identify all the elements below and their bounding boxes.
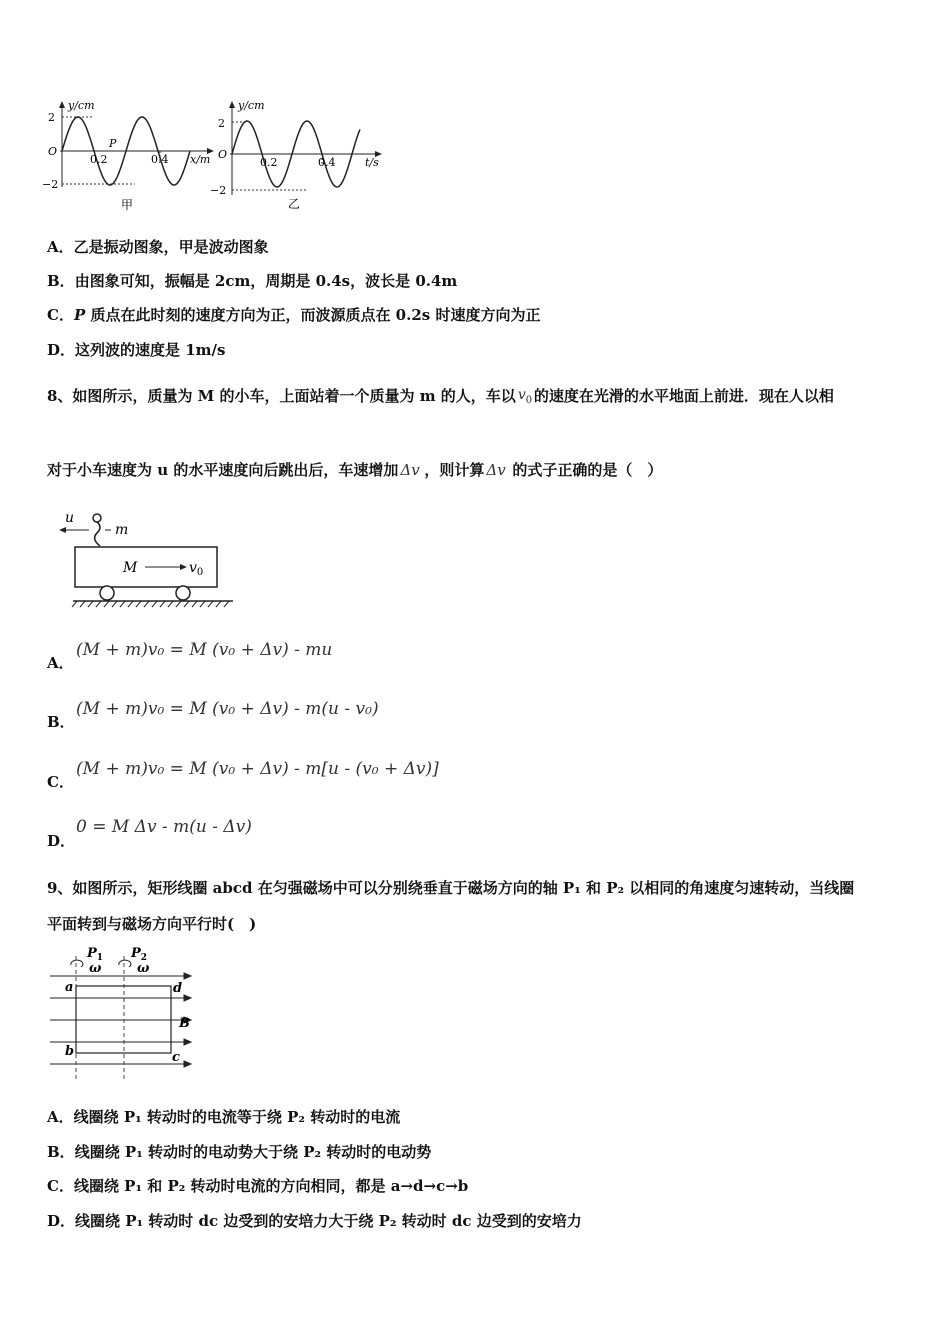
q8-option-a[interactable]: A． — [47, 654, 74, 672]
cart-figure — [55, 505, 240, 610]
fig-b-label: b — [65, 1044, 75, 1059]
fig-M-label: M — [123, 560, 138, 576]
graph-ylabel: y/cm — [68, 99, 95, 112]
q8-option-d[interactable]: D． — [47, 832, 76, 850]
q8-option-c[interactable]: C． — [47, 773, 74, 791]
fig-c-label: c — [172, 1050, 180, 1065]
fig-p1-label: $P_1$ — [87, 946, 104, 963]
q7-option-a[interactable]: A．乙是振动图象，甲是波动图象 — [47, 238, 269, 256]
graph-y-top: 2 — [218, 117, 225, 130]
fig-d-label: d — [173, 981, 183, 996]
q8-option-b[interactable]: B． — [47, 713, 75, 731]
coil-figure — [45, 942, 205, 1084]
q9-option-b[interactable]: B．线圈绕 P₁ 转动时的电动势大于绕 P₂ 转动时的电动势 — [47, 1143, 432, 1161]
q9-stem-line2: 平面转到与磁场方向平行时( ) — [47, 915, 257, 933]
vibration-graph-yi — [210, 95, 385, 215]
graph-point-p: P — [109, 137, 117, 150]
graph-caption: 乙 — [288, 197, 301, 211]
wave-graph-jia — [40, 95, 215, 215]
graph-y-bottom: −2 — [210, 184, 227, 197]
q9-option-d[interactable]: D．线圈绕 P₁ 转动时 dc 边受到的安培力大于绕 P₂ 转动时 dc 边受到的安培力 — [47, 1212, 582, 1230]
q7-option-c[interactable]: C．P 质点在此时刻的速度方向为正，而波源质点在 0.2s 时速度方向为正 — [47, 306, 541, 324]
graph-origin: O — [218, 148, 228, 161]
q9-stem-line1: 9、如图所示，矩形线圈 abcd 在匀强磁场中可以分别绕垂直于磁场方向的轴 P₁ 和 P₂ 以相同的角速度匀速转动，当线圈 — [47, 879, 855, 897]
fig-v0-label: $v_0$ — [189, 560, 204, 578]
q8-formula-b: (M + m)v₀ = M (v₀ + Δv) - m(u - v₀) — [76, 699, 379, 719]
graph-tick-2: 0.4 — [151, 153, 169, 166]
fig-B-label: B — [179, 1016, 190, 1031]
fig-u-label: u — [65, 510, 75, 526]
q8-stem-line2: 对于小车速度为 u 的水平速度向后跳出后，车速增加 Δv ，则计算 Δv 的式子正确的是（ ） — [47, 461, 663, 479]
graph-y-bottom: −2 — [42, 178, 59, 191]
graph-tick-2: 0.4 — [318, 156, 336, 169]
fig-omega-2: ω — [137, 961, 150, 976]
q8-formula-d: 0 = M Δv - m(u - Δv) — [76, 817, 252, 837]
graph-caption: 甲 — [121, 198, 134, 212]
q7-option-d[interactable]: D．这列波的速度是 1m/s — [47, 341, 226, 359]
fig-a-label: a — [65, 980, 74, 995]
q7-option-b[interactable]: B．由图象可知，振幅是 2cm，周期是 0.4s，波长是 0.4m — [47, 272, 458, 290]
graph-y-top: 2 — [48, 111, 55, 124]
q9-option-a[interactable]: A．线圈绕 P₁ 转动时的电流等于绕 P₂ 转动时的电流 — [47, 1108, 401, 1126]
q8-formula-c: (M + m)v₀ = M (v₀ + Δv) - m[u - (v₀ + Δv)] — [76, 759, 439, 779]
fig-omega-1: ω — [89, 961, 102, 976]
fig-p2-label: $P_2$ — [131, 946, 148, 963]
q8-formula-a: (M + m)v₀ = M (v₀ + Δv) - mu — [76, 640, 333, 660]
graph-ylabel: y/cm — [238, 99, 265, 112]
graph-tick-1: 0.2 — [260, 156, 278, 169]
q8-stem-line1: 8、如图所示，质量为 M 的小车，上面站着一个质量为 m 的人，车以 $v_0$ 的速度在光滑的水平地面上前进．现在人以相 — [47, 387, 834, 406]
graph-origin: O — [48, 145, 58, 158]
q9-option-c[interactable]: C．线圈绕 P₁ 和 P₂ 转动时电流的方向相同，都是 a→d→c→b — [47, 1177, 469, 1195]
graph-tick-1: 0.2 — [90, 153, 108, 166]
fig-m-label: m — [115, 522, 129, 538]
graph-xlabel: t/s — [365, 156, 379, 169]
graph-xlabel: x/m — [190, 153, 211, 166]
